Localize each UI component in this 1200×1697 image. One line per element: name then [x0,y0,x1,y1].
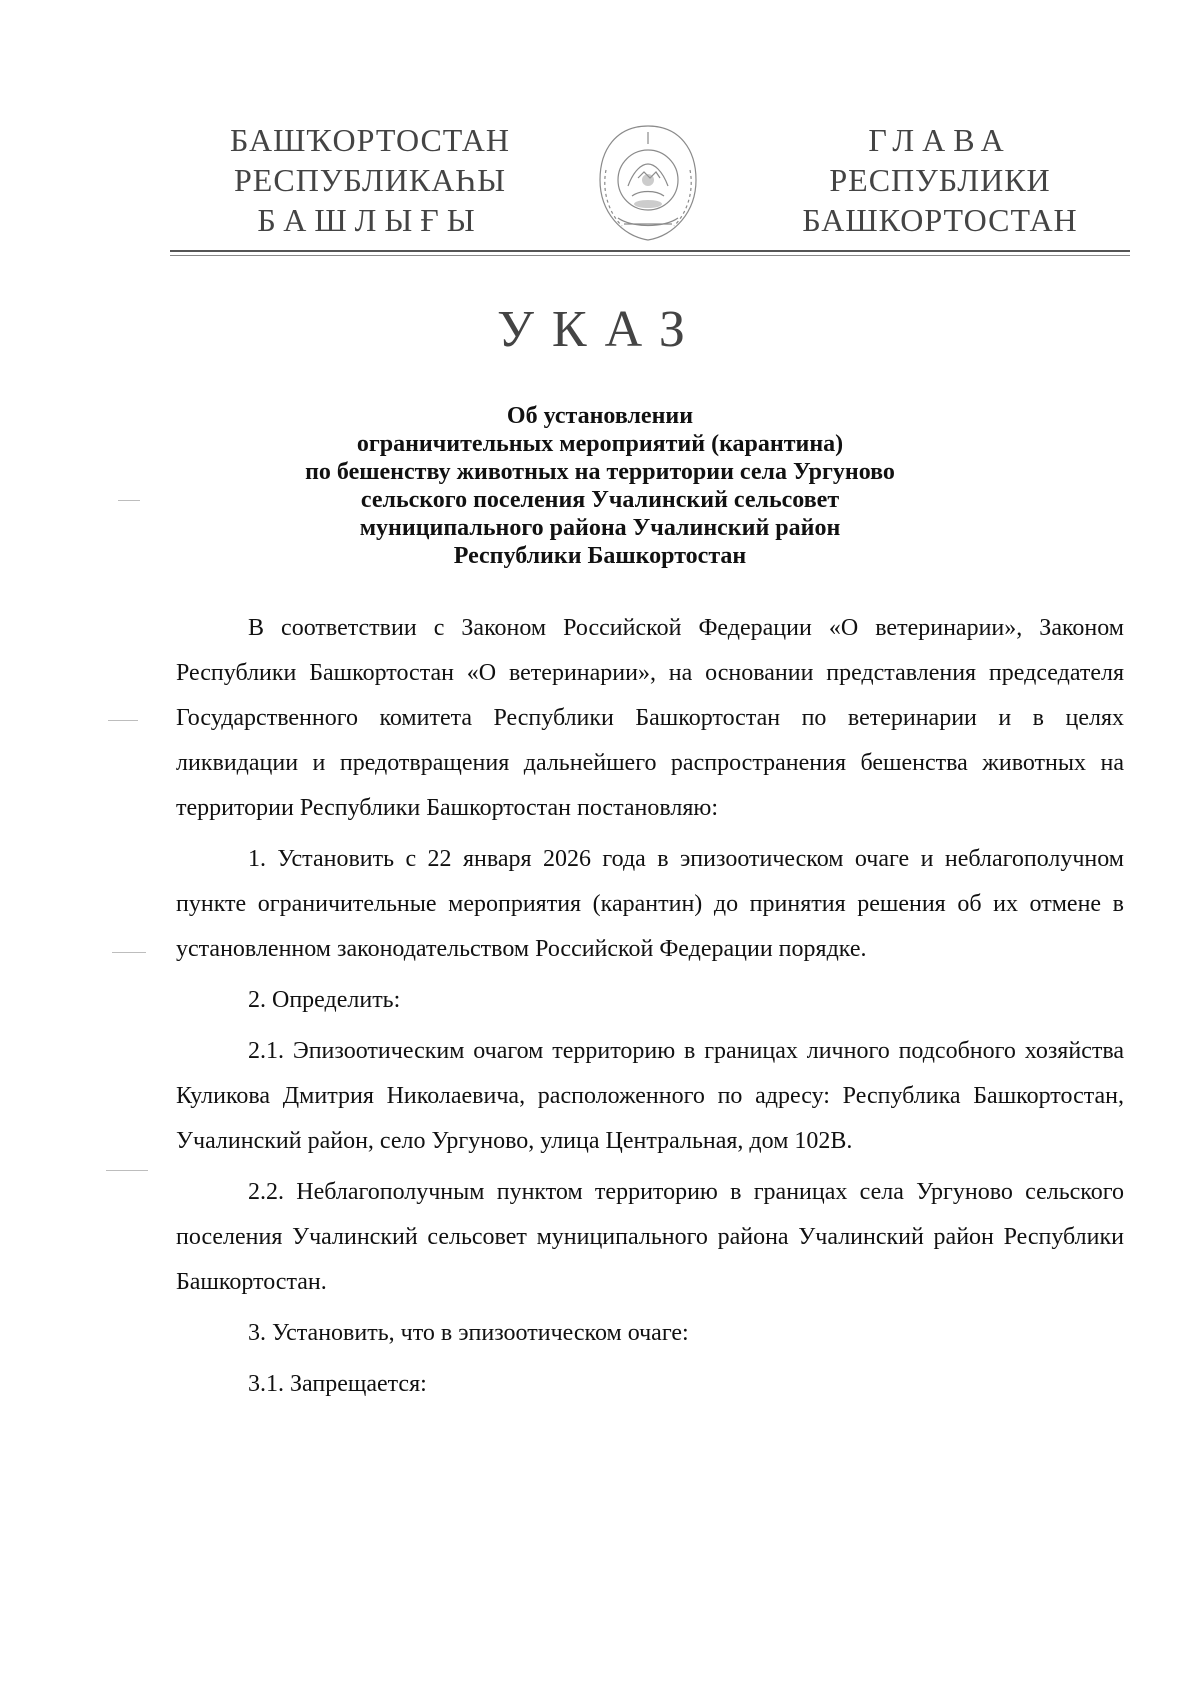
letterhead-bashkir-line-1: БАШҠОРТОСТАН [230,122,510,158]
preamble-paragraph: В соответствии с Законом Российской Федерации «О ветеринарии», Законом Республики Башкортостан «О ветеринарии», на основании представления председателя Государственного комитета Республики Башкортостан по ветеринарии и в целях ликвидации и предотвращения дальнейшего распространения бешенства животных на территории Республики Башкортостан постановляю: [176,615,1124,821]
clause-2-2: 2.2. Неблагополучным пунктом территорию в границах села Ургуново сельского поселения Учалинский сельсовет муниципального района Учалинский район Республики Башкортостан. [176,1179,1124,1295]
letterhead-bashkir-line-3: БАШЛЫҒЫ [257,202,483,238]
clause-1: 1. Установить с 22 января 2026 года в эпизоотическом очаге и неблагополучном пункте ограничительные мероприятия (карантин) до принятия решения об их отмене в установленном законодательством Российской Федерации порядке. [176,846,1124,962]
letterhead [170,120,1130,260]
letterhead-bashkir-line-2: РЕСПУБЛИКАҺЫ [234,162,506,198]
clause-3-1: 3.1. Запрещается: [248,1371,427,1397]
clause-2-1: 2.1. Эпизоотическим очагом территорию в границах личного подсобного хозяйства Куликова Дмитрия Николаевича, расположенного по адресу: Республика Башкортостан, Учалинский район, село Ургуново, улица Центральная, дом 102В. [176,1038,1124,1154]
clause-2: 2. Определить: [248,987,401,1013]
title-line-6: Республики Башкортостан [453,543,747,569]
scan-speck [112,952,146,953]
title-line-5: муниципального района Учалинский район [359,515,841,541]
document-type: УКАЗ [497,301,703,358]
scan-speck [108,720,138,721]
document-title [100,402,1100,570]
document-body [176,606,1124,1413]
title-line-2: ограничительных мероприятий (карантина) [356,431,844,457]
letterhead-russian-line-3: БАШКОРТОСТАН [802,202,1078,238]
title-line-3: по бешенству животных на территории села Ургуново [305,459,895,485]
scan-speck [118,500,140,501]
title-line-4: сельского поселения Учалинский сельсовет [360,487,840,513]
letterhead-divider [170,250,1130,252]
letterhead-russian-line-1: ГЛАВА [868,122,1012,158]
letterhead-bashkir [170,120,570,240]
letterhead-russian [750,120,1130,240]
title-line-1: Об установлении [506,403,694,429]
scan-speck [106,1170,148,1171]
letterhead-divider-thin [170,255,1130,256]
coat-of-arms-icon [588,120,708,245]
letterhead-russian-line-2: РЕСПУБЛИКИ [829,162,1051,198]
clause-3: 3. Установить, что в эпизоотическом очаге: [248,1320,689,1346]
